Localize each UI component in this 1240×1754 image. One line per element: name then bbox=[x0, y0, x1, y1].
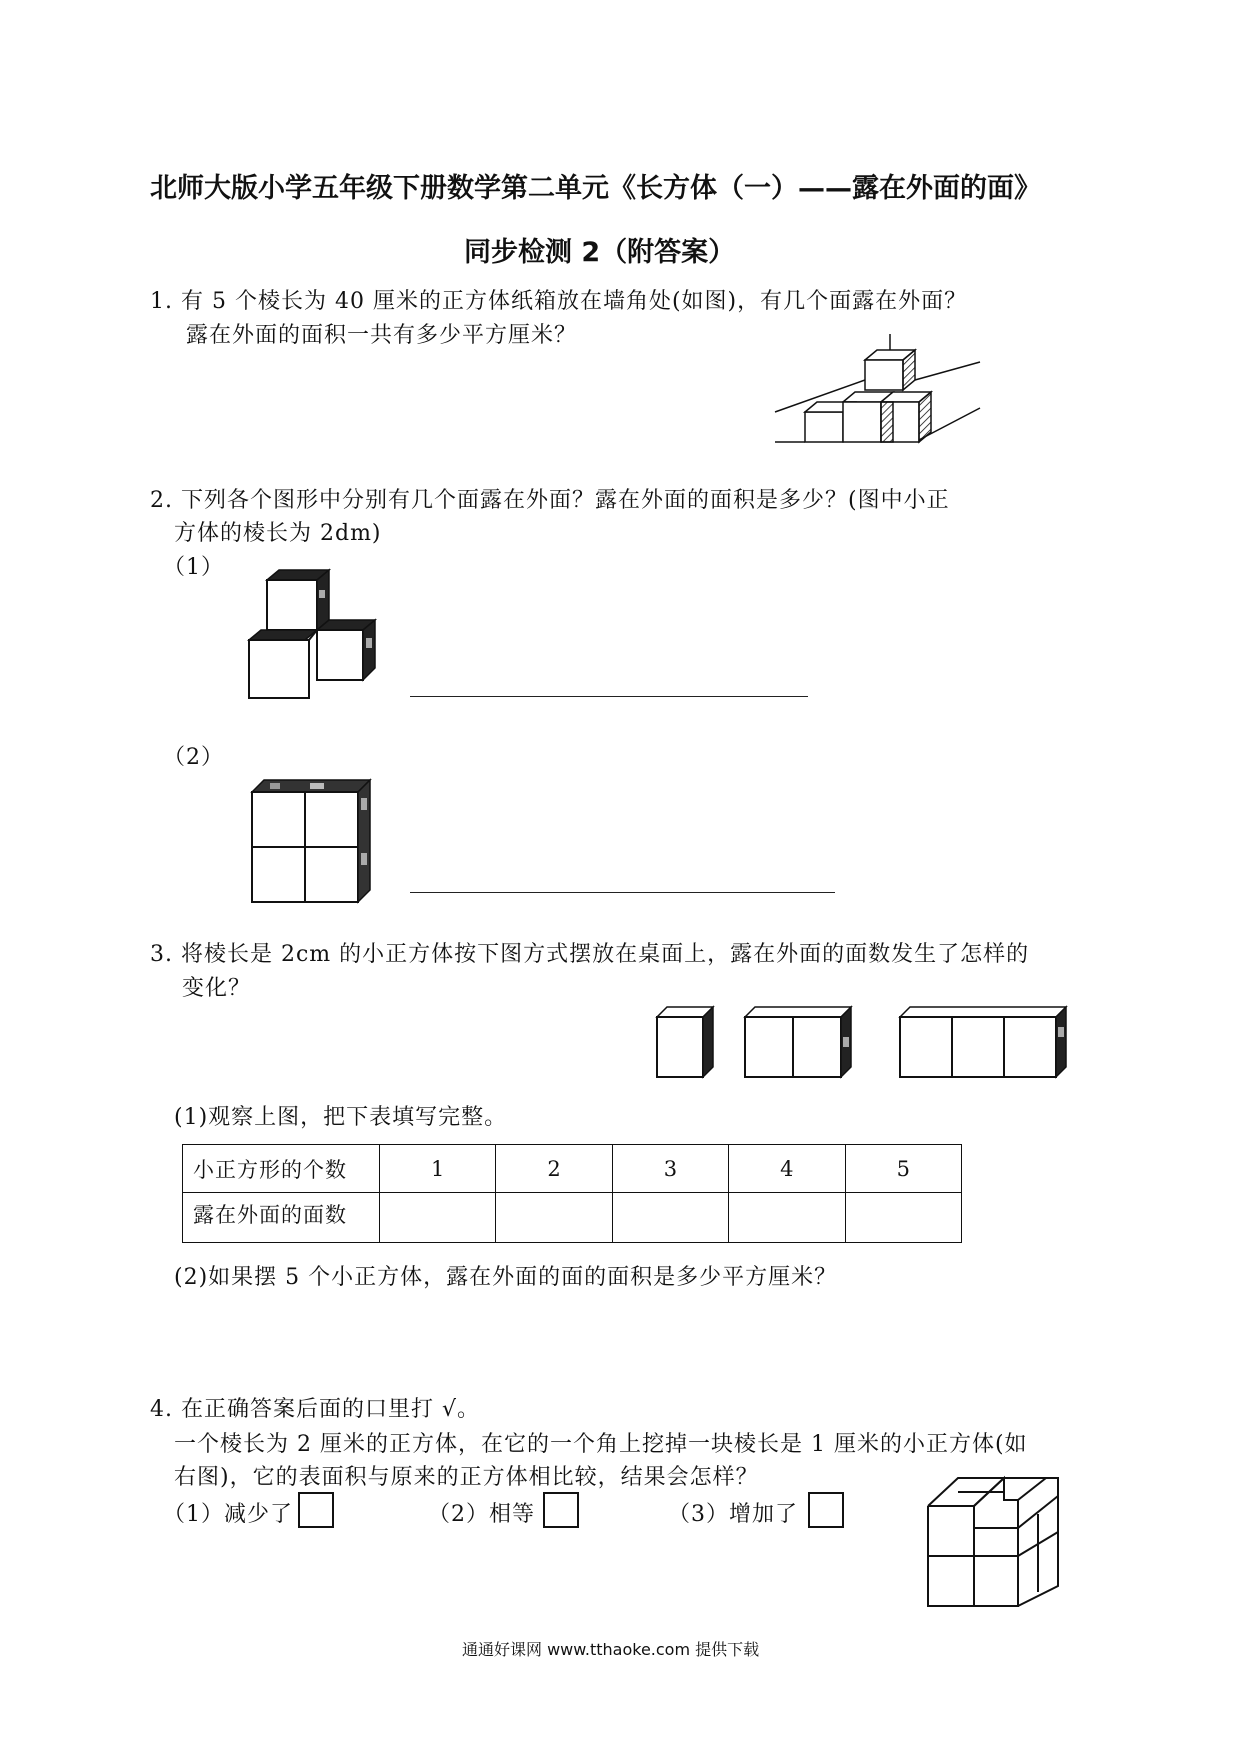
page-title: 北师大版小学五年级下册数学第二单元《长方体（一）——露在外面的面》 bbox=[150, 173, 1041, 204]
table-row-header-count: 小正方形的个数 bbox=[183, 1145, 380, 1193]
q2-part1-answer-line[interactable] bbox=[410, 696, 808, 697]
q1-text-line2: 露在外面的面积一共有多少平方厘米？ bbox=[186, 323, 578, 348]
q1-text-line1: 1. 有 5 个棱长为 40 厘米的正方体纸箱放在墙角处(如图)，有几个面露在外面？ bbox=[150, 289, 968, 314]
q3-sub2-text: (2)如果摆 5 个小正方体，露在外面的面的面积是多少平方厘米？ bbox=[174, 1265, 838, 1290]
table-row-header-faces: 露在外面的面数 bbox=[183, 1193, 380, 1243]
q3-text-line2: 变化？ bbox=[182, 976, 252, 1001]
q2-figure-2-cubes bbox=[250, 778, 380, 904]
q2-part2-answer-line[interactable] bbox=[410, 892, 835, 893]
page-subtitle: 同步检测 2（附答案） bbox=[464, 237, 736, 268]
q3-cube-rows-figure bbox=[655, 1003, 1085, 1083]
q4-option-3-checkbox[interactable] bbox=[808, 1492, 844, 1528]
q4-cube-with-corner-removed-figure bbox=[926, 1474, 1066, 1610]
table-cell-count-4: 4 bbox=[729, 1145, 845, 1193]
q2-part1-label: （1） bbox=[163, 555, 224, 580]
table-answer-cell-5[interactable] bbox=[845, 1193, 961, 1243]
q4-option-2-checkbox[interactable] bbox=[543, 1492, 579, 1528]
q3-sub1-text: (1)观察上图，把下表填写完整。 bbox=[174, 1105, 508, 1130]
table-answer-cell-2[interactable] bbox=[496, 1193, 612, 1243]
table-cell-count-2: 2 bbox=[496, 1145, 612, 1193]
table-answer-cell-3[interactable] bbox=[612, 1193, 728, 1243]
q2-text-line2: 方体的棱长为 2dm) bbox=[174, 521, 382, 546]
q1-corner-boxes-figure bbox=[775, 330, 985, 450]
q3-answer-table bbox=[182, 1144, 962, 1243]
q2-text-line1: 2. 下列各个图形中分别有几个面露在外面？露在外面的面积是多少？(图中小正 bbox=[150, 488, 950, 513]
q4-option-1-label: （1）减少了 bbox=[163, 1502, 293, 1527]
q4-text-line3: 右图)，它的表面积与原来的正方体相比较，结果会怎样？ bbox=[174, 1465, 759, 1490]
table-answer-cell-1[interactable] bbox=[380, 1193, 496, 1243]
q4-option-1-checkbox[interactable] bbox=[298, 1492, 334, 1528]
q3-text-line1: 3. 将棱长是 2cm 的小正方体按下图方式摆放在桌面上，露在外面的面数发生了怎样的 bbox=[150, 942, 1030, 967]
q4-option-2-label: （2）相等 bbox=[428, 1502, 535, 1527]
q2-figure-1-cubes bbox=[245, 568, 395, 708]
table-cell-count-1: 1 bbox=[380, 1145, 496, 1193]
table-cell-count-5: 5 bbox=[845, 1145, 961, 1193]
table-cell-count-3: 3 bbox=[612, 1145, 728, 1193]
q4-option-3-label: （3）增加了 bbox=[668, 1502, 798, 1527]
q4-text-line2: 一个棱长为 2 厘米的正方体，在它的一个角上挖掉一块棱长是 1 厘米的小正方体(如 bbox=[174, 1432, 1028, 1457]
table-answer-cell-4[interactable] bbox=[729, 1193, 845, 1243]
page-footer: 通通好课网 www.tthaoke.com 提供下载 bbox=[462, 1640, 760, 1659]
q4-text-line1: 4. 在正确答案后面的口里打 √。 bbox=[150, 1397, 480, 1422]
q2-part2-label: （2） bbox=[163, 745, 224, 770]
